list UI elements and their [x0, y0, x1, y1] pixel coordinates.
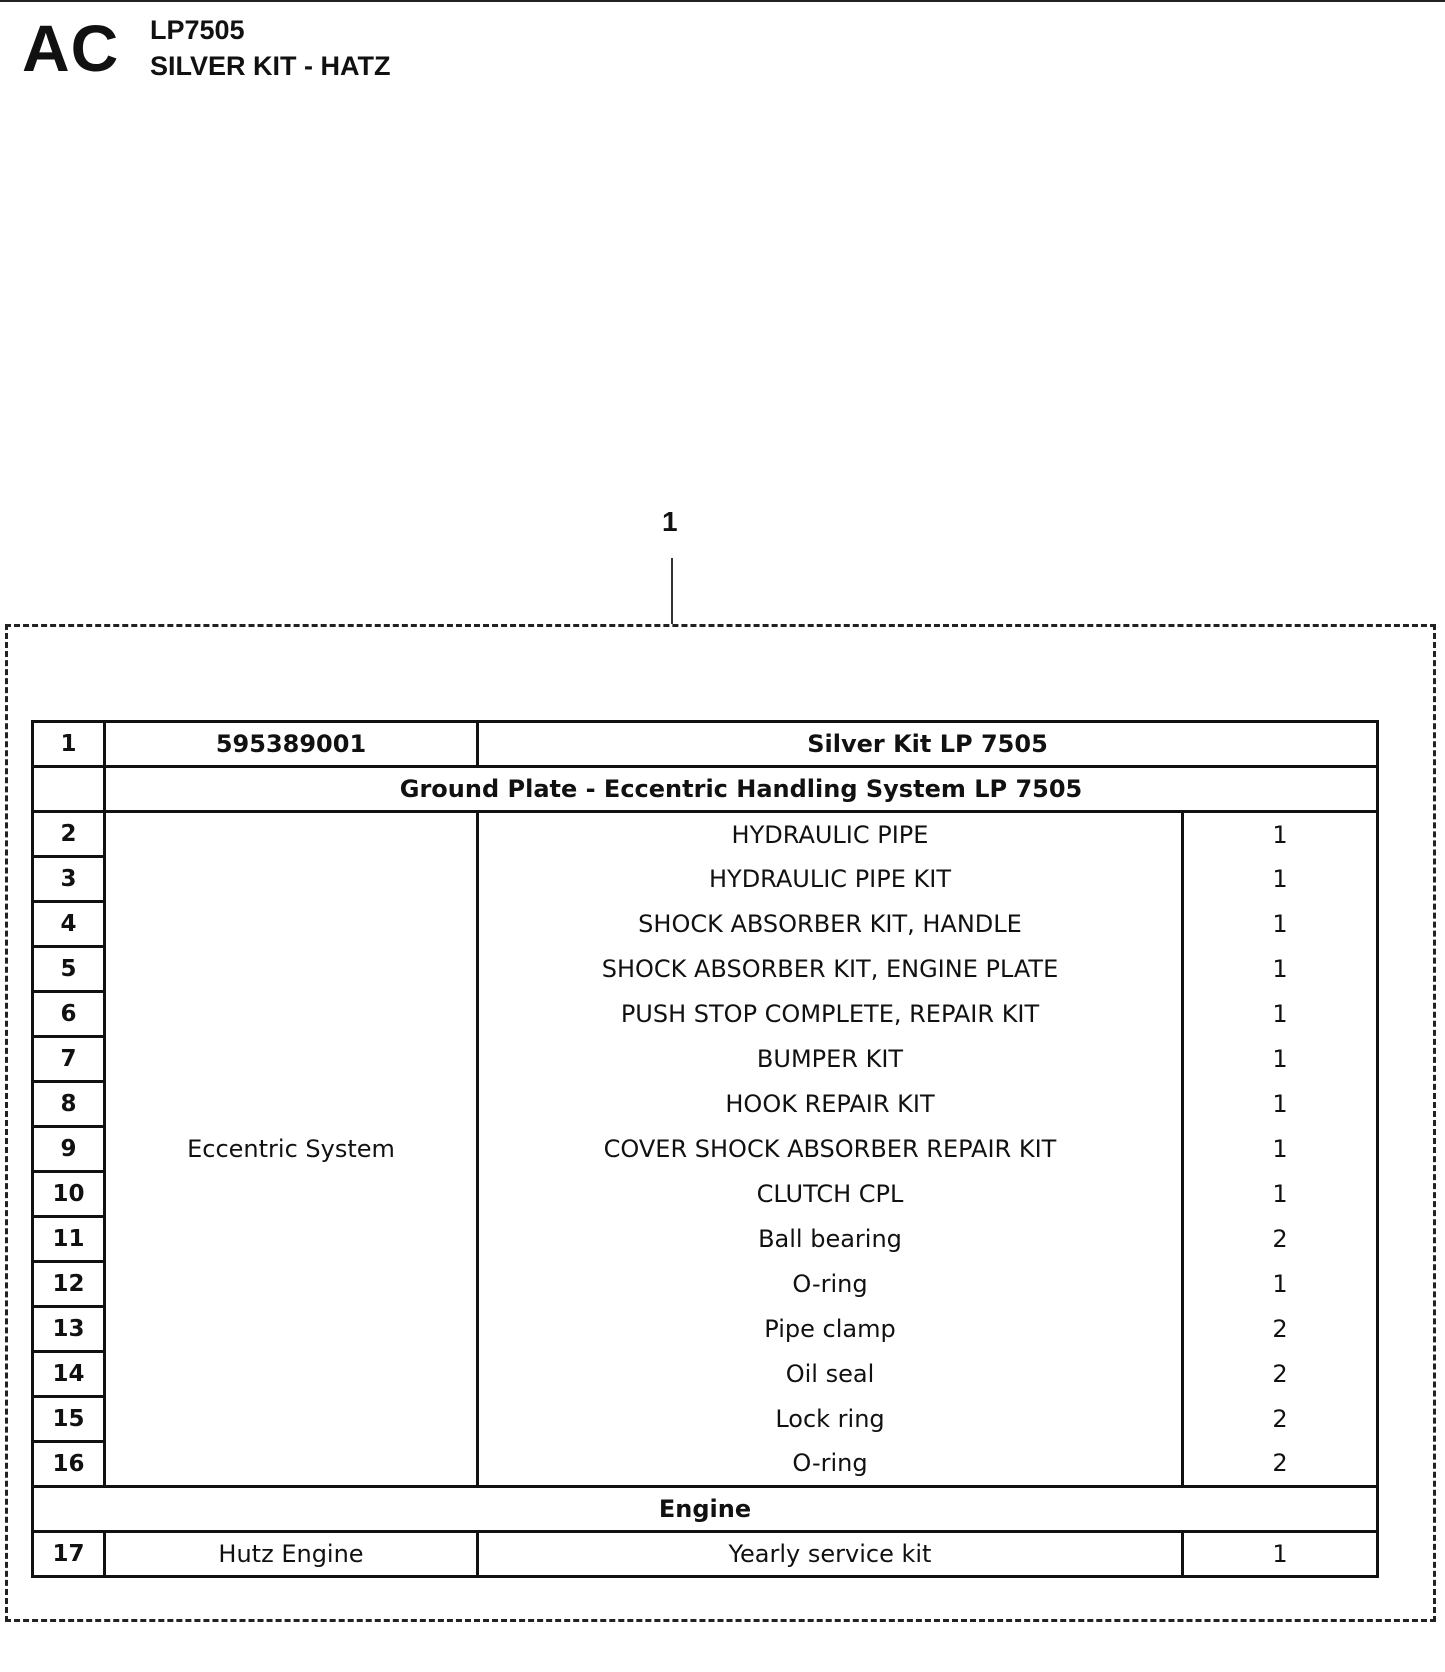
eccentric-group-label: Eccentric System — [105, 812, 478, 1487]
engine-heading: Engine — [33, 1487, 1378, 1532]
item-pos: 9 — [33, 1127, 105, 1172]
item-description: SHOCK ABSORBER KIT, ENGINE PLATE — [478, 947, 1183, 992]
item-qty: 1 — [1183, 1082, 1378, 1127]
engine-pos: 17 — [33, 1532, 105, 1577]
table-row-ground-plate-heading — [33, 767, 1378, 812]
item-qty: 1 — [1183, 902, 1378, 947]
table-row-kit — [33, 722, 1378, 767]
item-pos: 11 — [33, 1217, 105, 1262]
item-description: Ball bearing — [478, 1217, 1183, 1262]
table-row — [33, 812, 1378, 857]
engine-description: Yearly service kit — [478, 1532, 1183, 1577]
item-pos: 8 — [33, 1082, 105, 1127]
item-pos: 13 — [33, 1307, 105, 1352]
callout-number: 1 — [662, 506, 678, 537]
item-description: CLUTCH CPL — [478, 1172, 1183, 1217]
item-description: Lock ring — [478, 1397, 1183, 1442]
item-pos: 7 — [33, 1037, 105, 1082]
item-pos: 6 — [33, 992, 105, 1037]
parts-table-body — [33, 722, 1378, 1577]
item-pos: 15 — [33, 1397, 105, 1442]
item-description: Pipe clamp — [478, 1307, 1183, 1352]
ground-plate-empty-cell — [33, 767, 105, 812]
item-qty: 1 — [1183, 1127, 1378, 1172]
table-row-engine — [33, 1532, 1378, 1577]
parts-table — [31, 720, 1379, 1578]
item-pos: 4 — [33, 902, 105, 947]
kit-part-number: 595389001 — [105, 722, 478, 767]
item-description: COVER SHOCK ABSORBER REPAIR KIT — [478, 1127, 1183, 1172]
item-qty: 1 — [1183, 1172, 1378, 1217]
item-pos: 2 — [33, 812, 105, 857]
item-description: HYDRAULIC PIPE KIT — [478, 857, 1183, 902]
item-qty: 1 — [1183, 857, 1378, 902]
engine-qty: 1 — [1183, 1532, 1378, 1577]
item-qty: 1 — [1183, 812, 1378, 857]
item-description: O-ring — [478, 1262, 1183, 1307]
top-rule — [0, 0, 1445, 2]
item-qty: 2 — [1183, 1397, 1378, 1442]
item-qty: 1 — [1183, 947, 1378, 992]
item-pos: 16 — [33, 1442, 105, 1487]
model-number: LP7505 — [150, 15, 245, 45]
engine-group: Hutz Engine — [105, 1532, 478, 1577]
table-row-engine-heading — [33, 1487, 1378, 1532]
item-qty: 2 — [1183, 1307, 1378, 1352]
item-qty: 2 — [1183, 1442, 1378, 1487]
kit-pos: 1 — [33, 722, 105, 767]
item-qty: 1 — [1183, 1037, 1378, 1082]
item-description: SHOCK ABSORBER KIT, HANDLE — [478, 902, 1183, 947]
item-description: O-ring — [478, 1442, 1183, 1487]
item-qty: 1 — [1183, 1262, 1378, 1307]
item-pos: 5 — [33, 947, 105, 992]
item-pos: 3 — [33, 857, 105, 902]
kit-title: SILVER KIT - HATZ — [150, 51, 391, 81]
item-qty: 2 — [1183, 1217, 1378, 1262]
item-qty: 1 — [1183, 992, 1378, 1037]
item-pos: 10 — [33, 1172, 105, 1217]
item-description: HOOK REPAIR KIT — [478, 1082, 1183, 1127]
item-pos: 14 — [33, 1352, 105, 1397]
item-description: HYDRAULIC PIPE — [478, 812, 1183, 857]
item-pos: 12 — [33, 1262, 105, 1307]
kit-description: Silver Kit LP 7505 — [478, 722, 1378, 767]
item-description: Oil seal — [478, 1352, 1183, 1397]
item-description: PUSH STOP COMPLETE, REPAIR KIT — [478, 992, 1183, 1037]
item-qty: 2 — [1183, 1352, 1378, 1397]
section-letter: AC — [22, 11, 120, 85]
callout-leader-line — [671, 558, 673, 624]
ground-plate-heading: Ground Plate - Eccentric Handling System LP 7505 — [105, 767, 1378, 812]
item-description: BUMPER KIT — [478, 1037, 1183, 1082]
